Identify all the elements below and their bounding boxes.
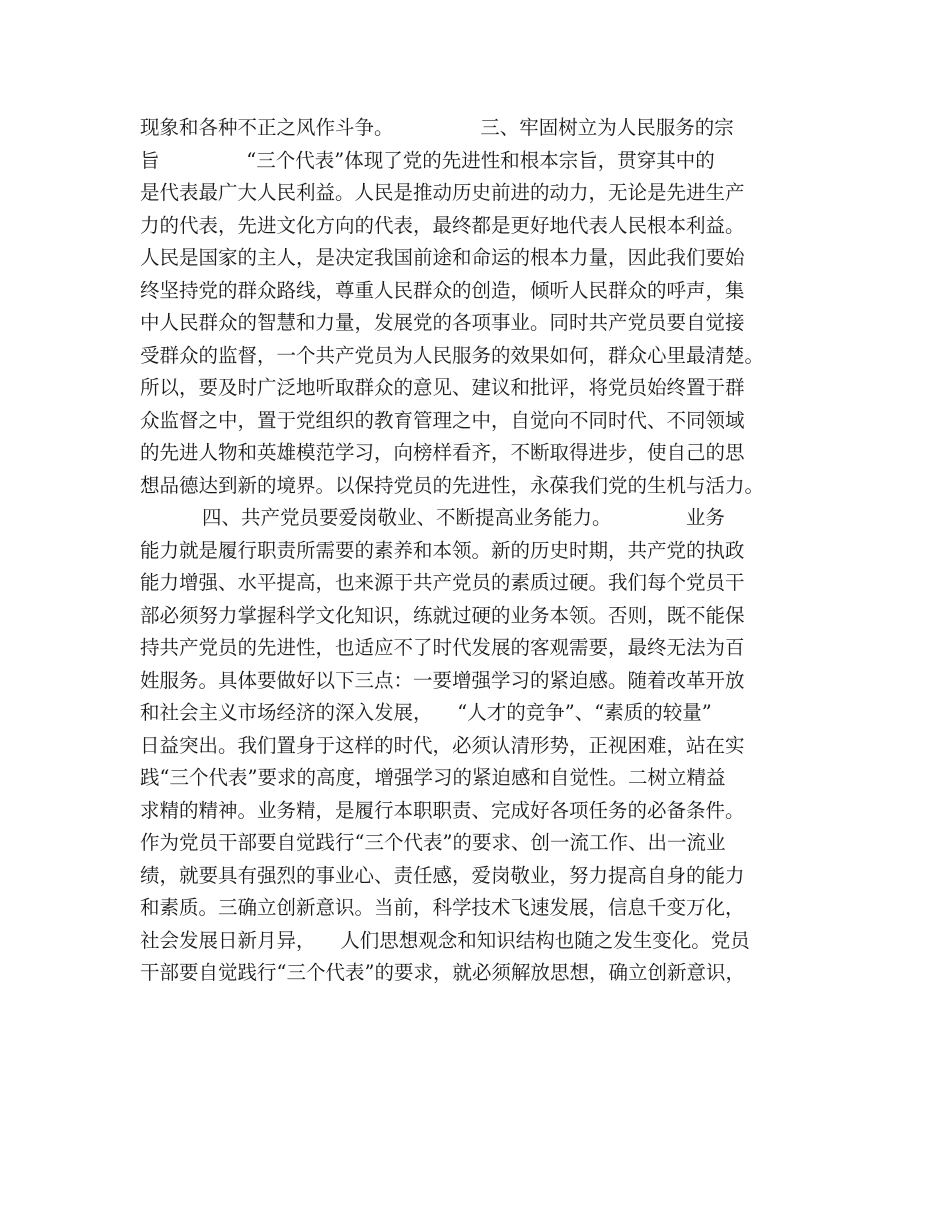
- text-line: 作为党员干部要自觉践行“三个代表”的要求、创一流工作、出一流业: [140, 831, 726, 854]
- text-line: 现象和各种不正之风作斗争。 三、牢固树立为人民服务的宗: [140, 116, 734, 139]
- text-line: 绩，就要具有强烈的事业心、责任感，爱岗敬业，努力提高自身的能力: [140, 863, 745, 887]
- text-line: 和素质。三确立创新意识。当前，科学技术飞速发展，信息千变万化，: [140, 896, 745, 919]
- text-line: 能力增强、水平提高，也来源于共产党员的素质过硬。我们每个党员干: [140, 571, 745, 594]
- text-line: 干部要自觉践行“三个代表”的要求，就必须解放思想，确立创新意识，: [140, 961, 745, 984]
- text-line: 的先进人物和英雄模范学习，向榜样看齐，不断取得进步，使自己的思: [140, 441, 745, 464]
- text-line: 中人民群众的智慧和力量，发展党的各项事业。同时共产党员要自觉接: [140, 311, 745, 334]
- text-line: 旨 “三个代表”体现了党的先进性和根本宗旨，贯穿其中的: [140, 148, 715, 172]
- text-line: 持共产党员的先进性，也适应不了时代发展的客观需要，最终无法为百: [140, 636, 745, 659]
- text-line: 求精的精神。业务精，是履行本职职责、完成好各项任务的必备条件。: [140, 798, 745, 822]
- text-line: 想品德达到新的境界。以保持党员的先进性，永葆我们党的生机与活力。: [140, 473, 765, 497]
- text-line: 人民是国家的主人，是决定我国前途和命运的根本力量，因此我们要始: [140, 246, 745, 269]
- section-heading-line: 四、共产党员要爱岗敬业、不断提高业务能力。 业务: [140, 506, 725, 529]
- text-line: 受群众的监督，一个共产党员为人民服务的效果如何，群众心里最清楚。: [140, 343, 765, 367]
- text-line: 和社会主义市场经济的深入发展， “人才的竞争”、“素质的较量”: [140, 701, 712, 724]
- text-line: 终坚持党的群众路线，尊重人民群众的创造，倾听人民群众的呼声，集: [140, 278, 745, 302]
- text-line: 是代表最广大人民利益。人民是推动历史前进的动力，无论是先进生产: [140, 181, 745, 204]
- text-line: 力的代表，先进文化方向的代表，最终都是更好地代表人民根本利益。: [140, 213, 745, 237]
- text-line: 能力就是履行职责所需要的素养和本领。新的历史时期，共产党的执政: [140, 538, 745, 562]
- text-line: 部必须努力掌握科学文化知识，练就过硬的业务本领。否则，既不能保: [140, 603, 745, 627]
- text-line: 所以，要及时广泛地听取群众的意见、建议和批评，将党员始终置于群: [140, 376, 745, 399]
- body-text: [140, 112, 830, 990]
- text-line: 社会发展日新月异， 人们思想观念和知识结构也随之发生变化。党员: [140, 928, 750, 952]
- text-line: 践“三个代表”要求的高度，增强学习的紧迫感和自觉性。二树立精益: [140, 766, 726, 789]
- text-line: 姓服务。具体要做好以下三点：一要增强学习的紧迫感。随着改革开放: [140, 668, 745, 692]
- text-line: 日益突出。我们置身于这样的时代，必须认清形势，正视困难，站在实: [140, 733, 745, 757]
- text-line: 众监督之中，置于党组织的教育管理之中，自觉向不同时代、不同领域: [140, 408, 745, 432]
